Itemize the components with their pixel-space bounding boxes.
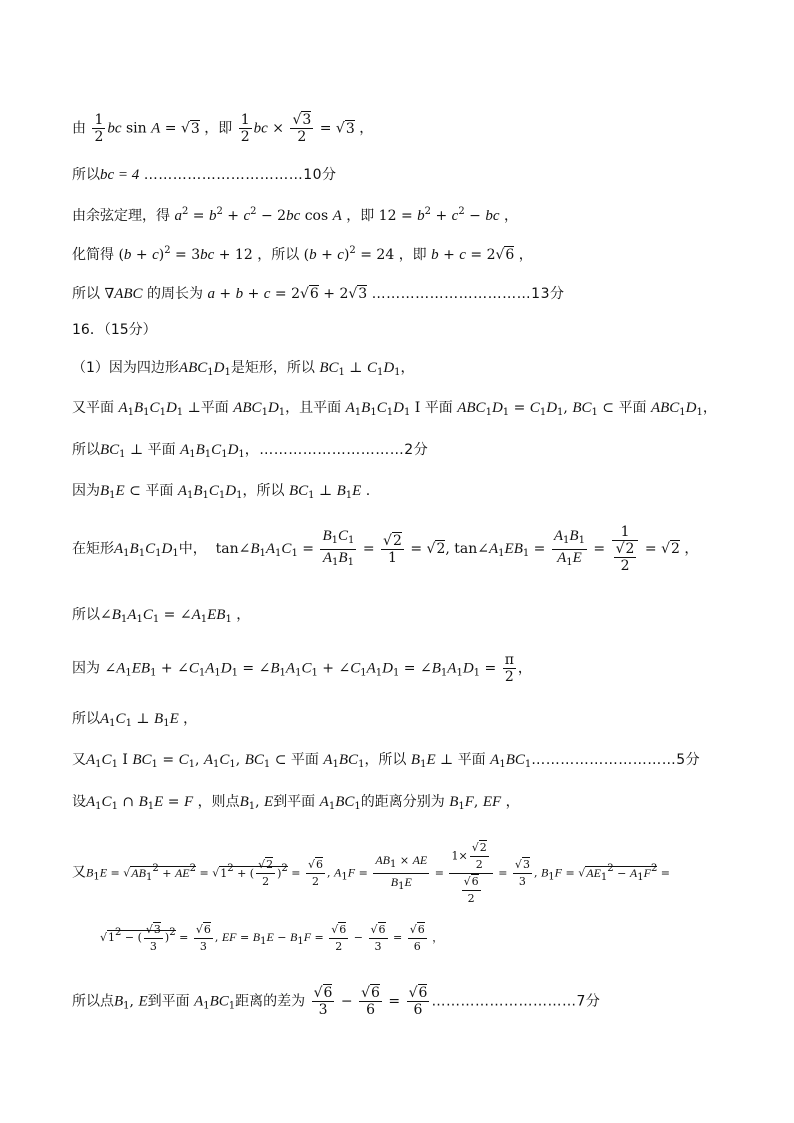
line-7: （1）因为四边形$ABC_1D_1$是矩形，所以 $BC_1$ ⊥ $C_1D_1$， xyxy=(72,360,415,378)
line-15: 又$A_1C_1$ I $BC_1 = C_1$, $A_1C_1$, $BC_1$ ⊂ 平面 $A_1BC_1$，所以 $B_1E$ ⊥ 平面 $A_1BC_1\dots\dots\dots\dots\dots\dots\dots\dots\dots\dots 5$分 xyxy=(72,752,701,770)
line-4: 化简得 $(b + c)^2 = 3bc + 12$ ，所以 $(b + c)^2 = 24$ ，即 b + c = 2√6 ， xyxy=(72,245,533,263)
line-3: 由余弦定理，得 $a^2 = b^2 + c^2 - 2bc$ cos A ，即 $12 = b^2 + c^2$ − bc ， xyxy=(72,206,518,224)
line-9: 所以$BC_1$ ⊥ 平面 $A_1B_1C_1D_1$，…………………………2分 xyxy=(72,442,429,460)
line-19: 所以点$B_1$, E到平面 $A_1BC_1$距离的差为 $\frac{√6}{3}$ − $\frac{√6}{6}$ = $\frac{√6}{6}$ …………………………7分 xyxy=(72,985,601,1018)
line-11: 在矩形$A_1B_1C_1D_1$中， $\tan\angle B_1A_1C_1$ = $\frac{B_1C_1}{A_1B_1}$ = $\frac{√2}{1}$ = √2, $\tan\angle A_1EB_1$ = $\frac{A_1B_1}{A_1E}$ = $\frac{1}{\frac{√2}{2}}$ = √2 ， xyxy=(72,524,699,574)
line-14: 所以$A_1C_1$ ⊥ $B_1E$ ， xyxy=(72,711,198,729)
line-5: 所以 ∇ABC 的周长为 a + b + c = 2√6 + 2√3 ……………………………13分 xyxy=(72,286,565,302)
line-10: 因为$B_1E$ ⊂ 平面 $A_1B_1C_1D_1$，所以 $BC_1$ ⊥ $B_1E$ . xyxy=(72,483,371,501)
line-2: 所以bc = 4 ……………………………10分 xyxy=(72,167,337,183)
line-13: 因为 $\angle A_1EB_1$ + $\angle C_1A_1D_1$ = $\angle B_1A_1C_1$ + $\angle C_1A_1D_1$ = $\angle B_1A_1D_1$ = $\frac{\pi}{2}$ ， xyxy=(72,652,532,685)
line-16: 设$A_1C_1$ ∩ $B_1E = F$ ，则点$B_1$, E到平面 $A_1BC_1$的距离分别为 $B_1F$, EF ， xyxy=(72,794,520,812)
line-12: 所以$\angle B_1A_1C_1$ = $\angle A_1EB_1$ ， xyxy=(72,607,251,625)
line-8: 又平面 $A_1B_1C_1D_1$ ⊥平面 $ABC_1D_1$，且平面 $A_1B_1C_1D_1$ I 平面 $ABC_1D_1 = C_1D_1$, $BC_1$ ⊂ 平面 $ABC_1D_1$， xyxy=(72,400,717,418)
question-number: 16．（15分） xyxy=(72,322,157,338)
line-1: 由 $\frac{1}{2}$ bc sin A = √3 ，即 $\frac{1}{2}$ bc × $\frac{√3}{2}$ = √3 ， xyxy=(72,112,374,145)
line-17: 又B1E = √AB12 + AE2 = √12 + ( $\frac{√2}{2}$ )2 = $\frac{√6}{2}$ , A1F = $\frac{AB1 \times AE}{B1E}$ = 1× $\frac{√2}{2}$ $\frac{√6}{2}$ = $\frac{√3}{3}$ , B1F = √AE12 − A1F2 = xyxy=(72,841,671,905)
line-18: √12 − ( $\frac{√3}{3}$ )2 = $\frac{√6}{3}$ , EF = B1E − B1F = $\frac{√6}{2}$ − $\frac{√6}{3}$ = $\frac{√6}{6}$ ， xyxy=(100,922,444,953)
